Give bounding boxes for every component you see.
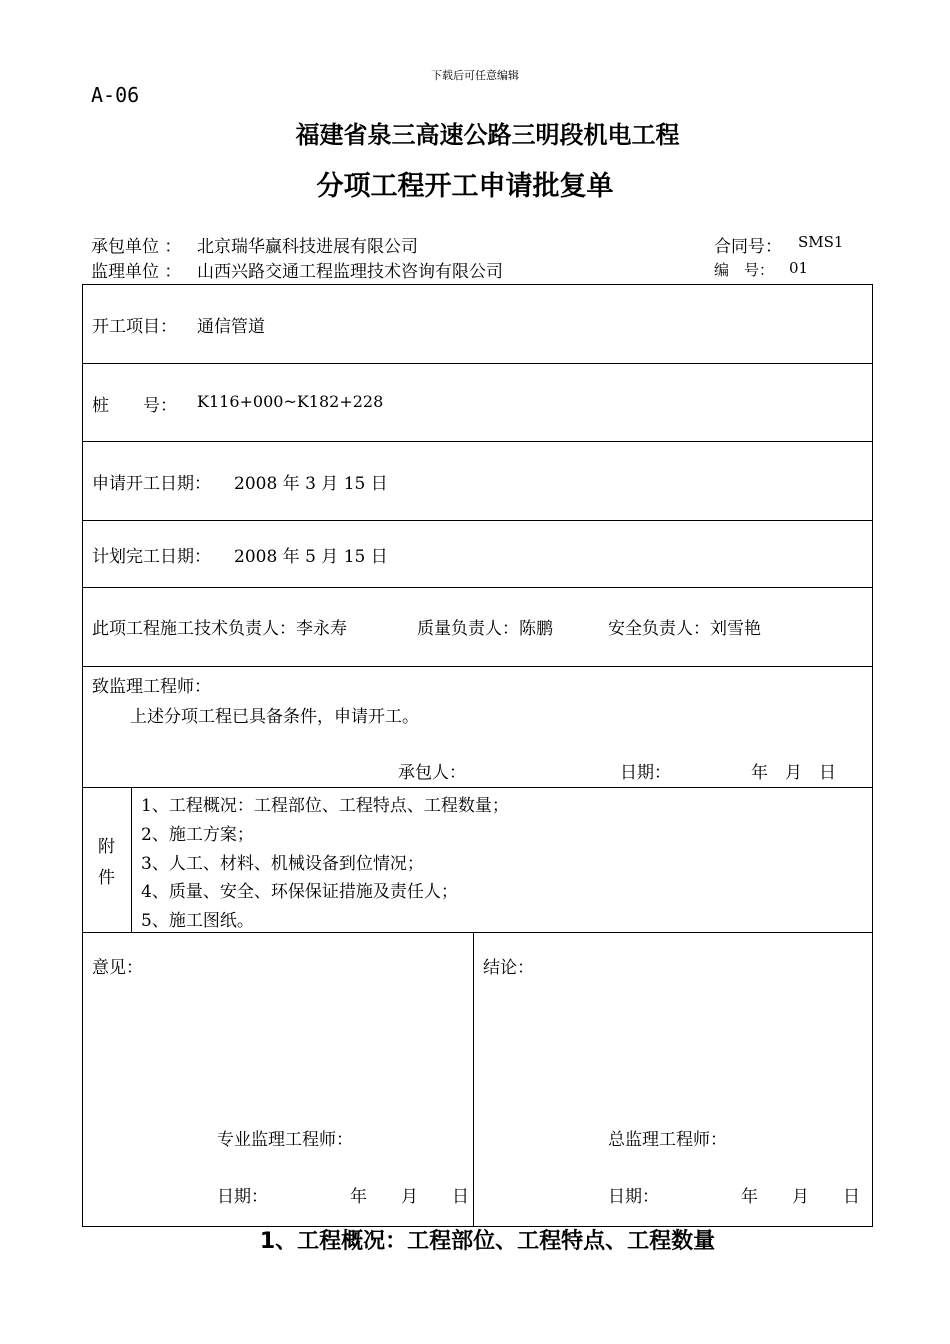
quality-lead: 质量负责人：陈鹏 <box>417 619 553 639</box>
contract-no-value: SMS1 <box>798 233 844 251</box>
attachment-divider <box>131 787 132 932</box>
attachment-label-2: 件 <box>98 868 115 888</box>
contractor-value: 北京瑞华赢科技进展有限公司 <box>197 237 418 257</box>
contractor-signature-label: 承包人： <box>398 763 466 783</box>
finish-date-label: 计划完工日期： <box>92 547 211 567</box>
download-note: 下载后可任意编辑 <box>431 69 519 82</box>
tech-lead: 此项工程施工技术负责人：李永寿 <box>92 619 347 639</box>
row-divider <box>82 363 873 364</box>
opinion-label: 意见： <box>92 958 143 978</box>
application-date-ymd: 年 月 日 <box>751 763 836 783</box>
finish-date-value: 2008 年 5 月 15 日 <box>234 547 388 567</box>
conclusion-date-label: 日期： <box>608 1187 659 1207</box>
row-divider <box>82 666 873 667</box>
attachment-item: 5、施工图纸。 <box>141 911 254 931</box>
row-divider <box>82 932 873 933</box>
row-divider <box>82 787 873 788</box>
start-date-value: 2008 年 3 月 15 日 <box>234 474 388 494</box>
opinion-date-label: 日期： <box>217 1187 268 1207</box>
stake-value: K116+000~K182+228 <box>197 392 384 411</box>
row-divider <box>82 587 873 588</box>
supervisor-value: 山西兴路交通工程监理技术咨询有限公司 <box>197 262 503 282</box>
document-title-project: 福建省泉三高速公路三明段机电工程 <box>295 121 680 149</box>
start-date-label: 申请开工日期： <box>92 474 211 494</box>
specialist-engineer-label: 专业监理工程师： <box>217 1130 353 1150</box>
form-table <box>82 284 873 1227</box>
supervisor-label: 监理单位 ： <box>91 262 182 282</box>
opinion-divider <box>473 932 474 1227</box>
conclusion-label: 结论： <box>483 958 534 978</box>
contractor-label: 承包单位 ： <box>91 237 182 257</box>
row-divider <box>82 520 873 521</box>
row-divider <box>82 441 873 442</box>
stake-label: 桩 号： <box>92 396 177 416</box>
conclusion-date-ymd: 年 月 日 <box>741 1187 860 1207</box>
attachment-item: 3、人工、材料、机械设备到位情况； <box>141 854 424 874</box>
chief-engineer-label: 总监理工程师： <box>608 1130 727 1150</box>
addressee: 致监理工程师： <box>92 677 211 697</box>
application-body: 上述分项工程已具备条件，申请开工。 <box>130 707 419 727</box>
project-value: 通信管道 <box>197 317 265 337</box>
serial-value: 01 <box>789 259 809 277</box>
attachment-label-1: 附 <box>98 837 115 857</box>
safety-lead: 安全负责人：刘雪艳 <box>608 619 761 639</box>
project-label: 开工项目： <box>92 317 177 337</box>
opinion-date-ymd: 年 月 日 <box>350 1187 469 1207</box>
serial-label: 编 号： <box>714 261 775 279</box>
contract-no-label: 合同号： <box>714 237 782 257</box>
document-title-form: 分项工程开工申请批复单 <box>316 171 614 202</box>
application-date-label: 日期： <box>620 763 671 783</box>
attachment-item: 1、工程概况：工程部位、工程特点、工程数量； <box>141 796 509 816</box>
attachment-item: 2、施工方案； <box>141 825 254 845</box>
form-code: A-06 <box>91 83 140 107</box>
attachment-item: 4、质量、安全、环保保证措施及责任人； <box>141 882 458 902</box>
section-heading: 1、工程概况：工程部位、工程特点、工程数量 <box>259 1229 716 1254</box>
